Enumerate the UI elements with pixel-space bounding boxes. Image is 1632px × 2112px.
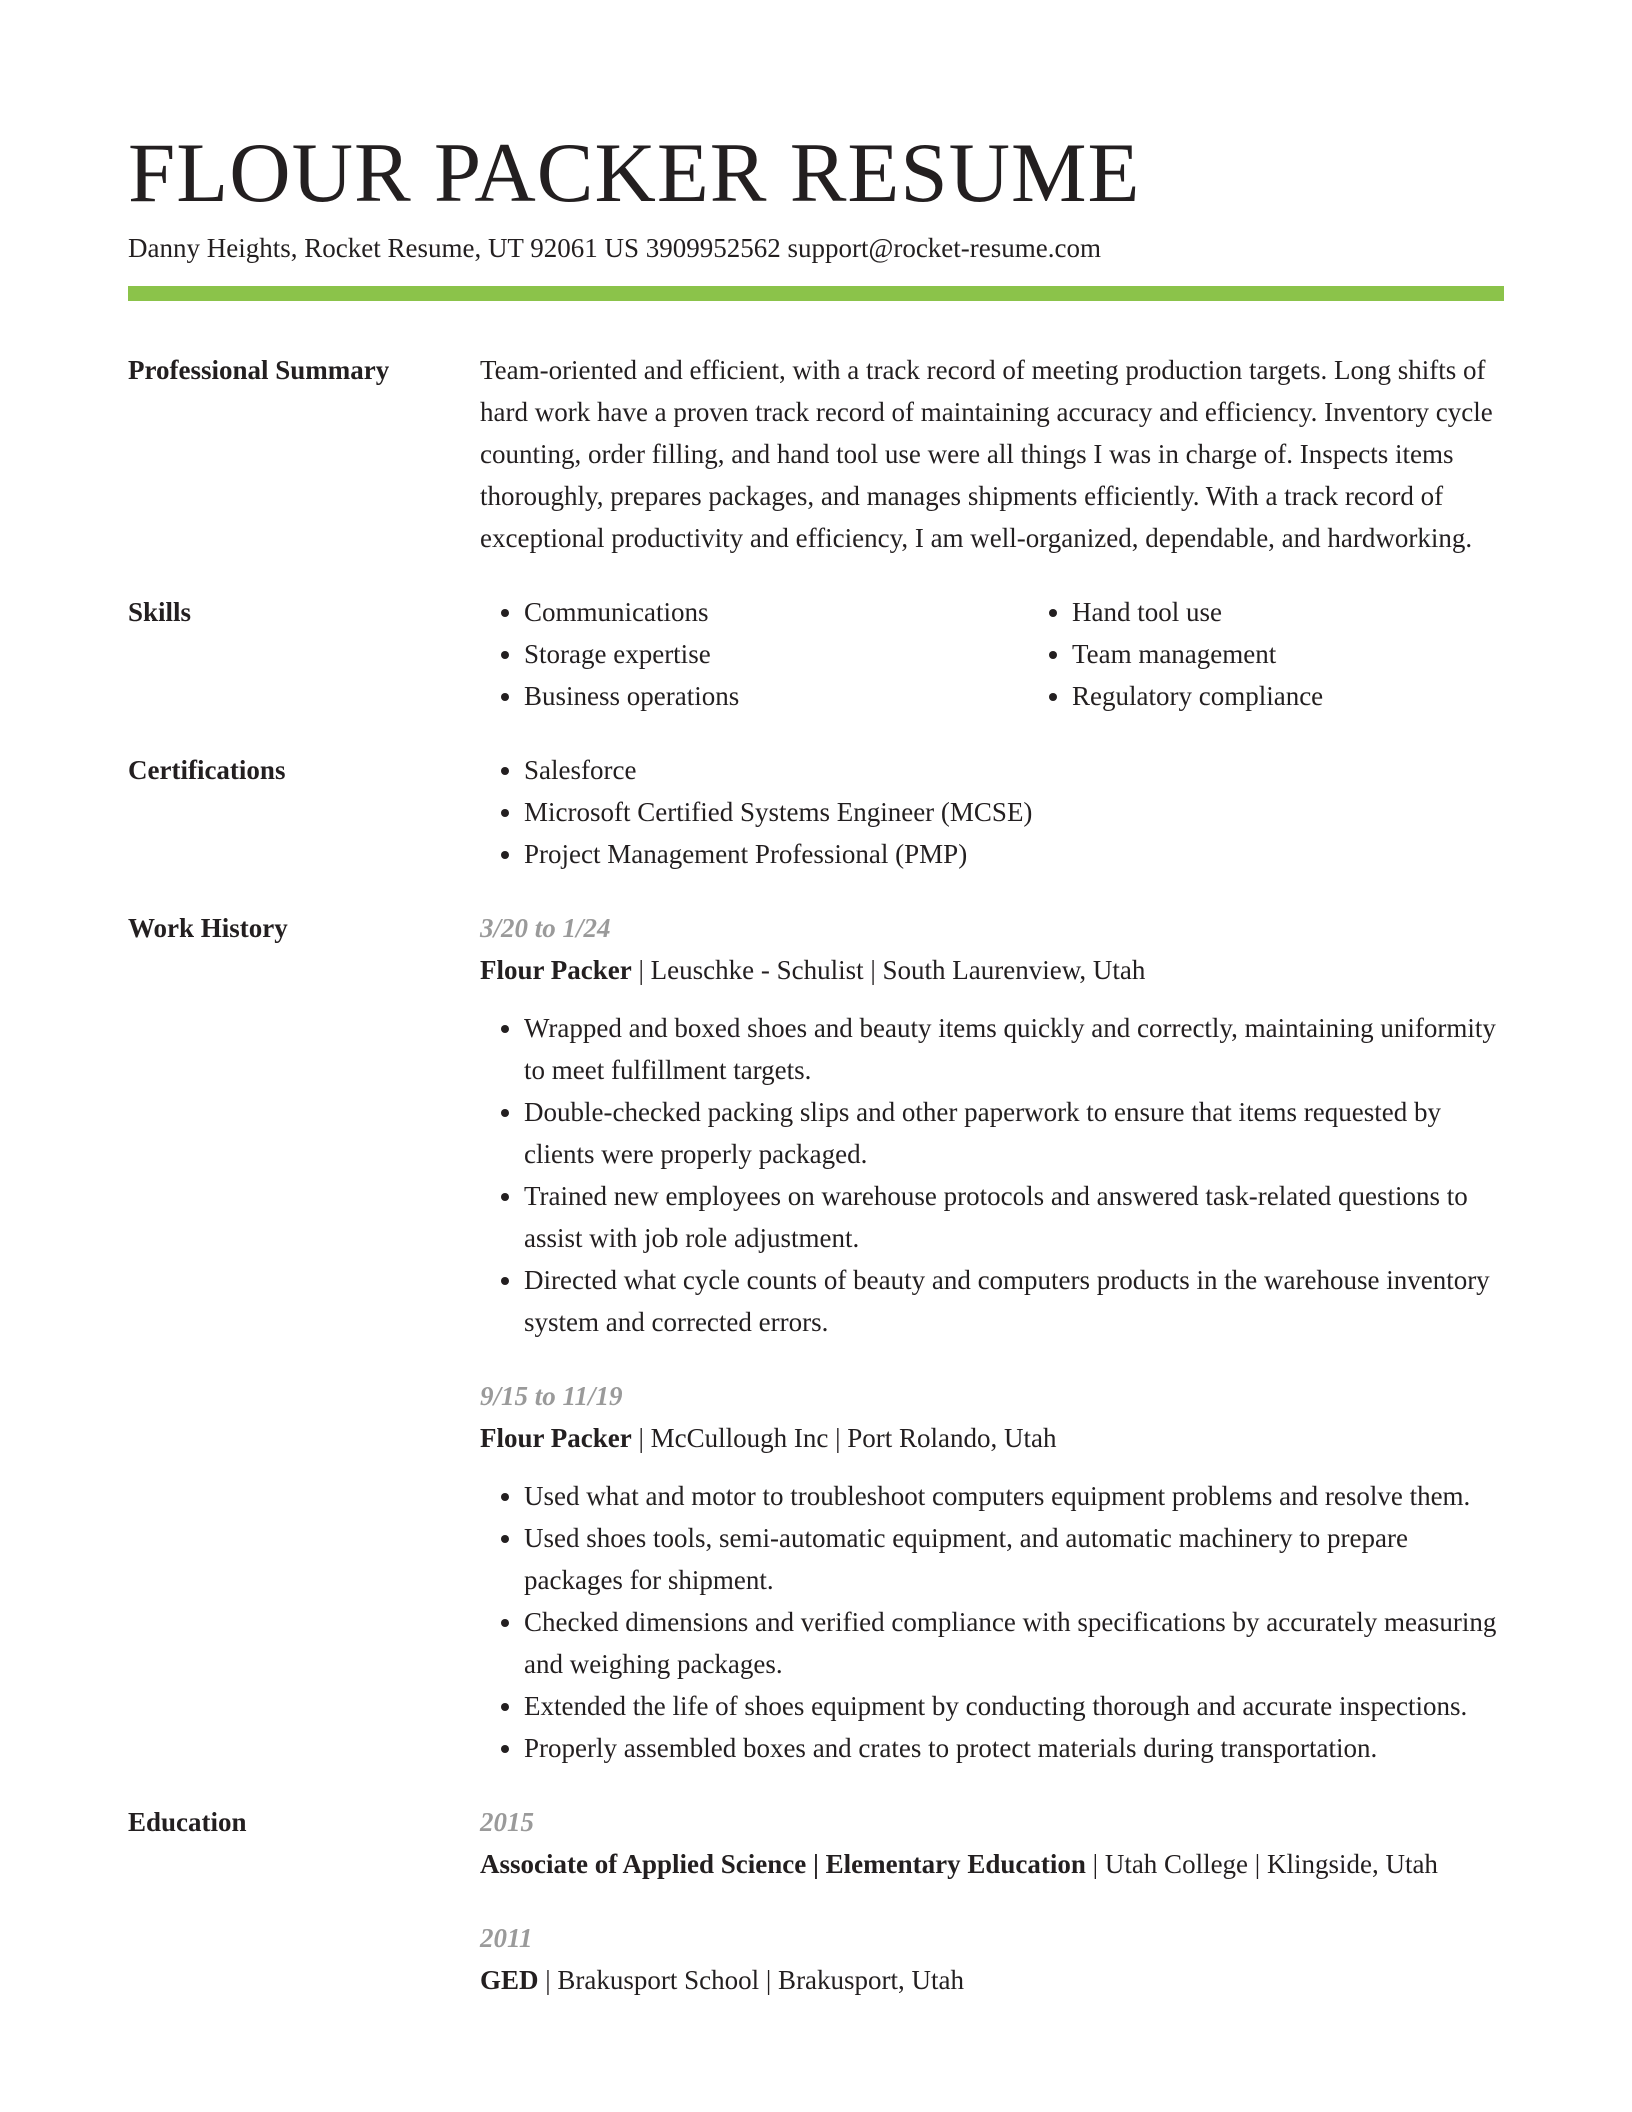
job-bullet: • Used what and motor to troubleshoot computers equipment problems and resolve them. bbox=[524, 1475, 1504, 1517]
job-bullet: • Directed what cycle counts of beauty and computers products in the warehouse inventory system and corrected errors. bbox=[524, 1259, 1504, 1343]
skills-list-right bbox=[1028, 591, 1576, 717]
certification-item: • Project Management Professional (PMP) bbox=[524, 833, 1504, 875]
job-title-line bbox=[480, 1417, 1504, 1459]
job-title: Flour Packer bbox=[480, 955, 632, 985]
job-bullet: • Properly assembled boxes and crates to protect materials during transportation. bbox=[524, 1727, 1504, 1769]
job-bullet: • Trained new employees on warehouse protocols and answered task-related questions to assist with job role adjustment. bbox=[524, 1175, 1504, 1259]
contact-email: support@rocket-resume.com bbox=[787, 233, 1101, 263]
job-bullet: • Checked dimensions and verified compliance with specifications by accurately measuring and weighing packages. bbox=[524, 1601, 1504, 1685]
job-employer-location: | McCullough Inc | Port Rolando, Utah bbox=[631, 1423, 1057, 1453]
job-bullets bbox=[480, 1007, 1504, 1343]
education-school-location: | Utah College | Klingside, Utah bbox=[1085, 1849, 1438, 1879]
education-degree: GED bbox=[480, 1965, 539, 1995]
section-heading-certifications: Certifications bbox=[128, 755, 286, 785]
education-section bbox=[128, 1801, 1504, 2033]
accent-divider bbox=[128, 286, 1504, 301]
education-school-location: | Brakusport School | Brakusport, Utah bbox=[538, 1965, 965, 1995]
page-title: FLOUR PACKER RESUME bbox=[128, 126, 1141, 220]
job-title-line bbox=[480, 949, 1504, 991]
skill-item: • Hand tool use bbox=[1072, 591, 1576, 633]
section-heading-education: Education bbox=[128, 1807, 247, 1837]
contact-address: Danny Heights, Rocket Resume, UT 92061 US bbox=[128, 233, 639, 263]
job-dates: 3/20 to 1/24 bbox=[480, 913, 611, 943]
section-heading-skills: Skills bbox=[128, 597, 192, 627]
skills-list-left bbox=[480, 591, 1028, 717]
certification-item: • Microsoft Certified Systems Engineer (MCSE) bbox=[524, 791, 1504, 833]
skill-item: • Regulatory compliance bbox=[1072, 675, 1576, 717]
job-bullets bbox=[480, 1475, 1504, 1769]
work-history-section bbox=[128, 907, 1504, 1769]
skill-item: • Communications bbox=[524, 591, 1028, 633]
job-bullet: • Wrapped and boxed shoes and beauty items quickly and correctly, maintaining uniformity to meet fulfillment targets. bbox=[524, 1007, 1504, 1091]
certifications-section bbox=[128, 749, 1504, 875]
job-bullet: • Double-checked packing slips and other paperwork to ensure that items requested by clients were properly packaged. bbox=[524, 1091, 1504, 1175]
summary-text: Team-oriented and efficient, with a track record of meeting production targets. Long shifts of hard work have a proven track record of maintaining accuracy and efficiency. Inventory cycle counting, order filling, and hand tool use were all things I was in charge of. Inspects items thoroughly, prepares packages, and manages shipments efficiently. With a track record of exceptional productivity and efficiency, I am well-organized, dependable, and hardworking. bbox=[480, 355, 1493, 553]
education-entry bbox=[480, 1917, 1504, 2001]
job-entry bbox=[480, 907, 1504, 1343]
skill-item: • Business operations bbox=[524, 675, 1028, 717]
section-heading-work-history: Work History bbox=[128, 913, 288, 943]
summary-section bbox=[128, 349, 1504, 559]
education-degree: Associate of Applied Science | Elementary Education bbox=[480, 1849, 1086, 1879]
education-line bbox=[480, 1959, 1504, 2001]
certification-item: • Salesforce bbox=[524, 749, 1504, 791]
certifications-list bbox=[480, 749, 1504, 875]
job-bullet: • Used shoes tools, semi-automatic equipment, and automatic machinery to prepare packages for shipment. bbox=[524, 1517, 1504, 1601]
education-entry bbox=[480, 1801, 1504, 1885]
section-heading-summary: Professional Summary bbox=[128, 355, 390, 385]
skill-item: • Storage expertise bbox=[524, 633, 1028, 675]
contact-phone: 3909952562 bbox=[645, 233, 781, 263]
job-dates: 9/15 to 11/19 bbox=[480, 1381, 623, 1411]
contact-line bbox=[128, 232, 1101, 264]
job-employer-location: | Leuschke - Schulist | South Laurenview, Utah bbox=[631, 955, 1146, 985]
education-year: 2015 bbox=[480, 1807, 534, 1837]
resume-sections bbox=[128, 349, 1504, 2065]
education-year: 2011 bbox=[480, 1923, 533, 1953]
job-title: Flour Packer bbox=[480, 1423, 632, 1453]
education-line bbox=[480, 1843, 1504, 1885]
job-entry bbox=[480, 1375, 1504, 1769]
skill-item: • Team management bbox=[1072, 633, 1576, 675]
skills-section bbox=[128, 591, 1504, 717]
job-bullet: • Extended the life of shoes equipment by conducting thorough and accurate inspections. bbox=[524, 1685, 1504, 1727]
